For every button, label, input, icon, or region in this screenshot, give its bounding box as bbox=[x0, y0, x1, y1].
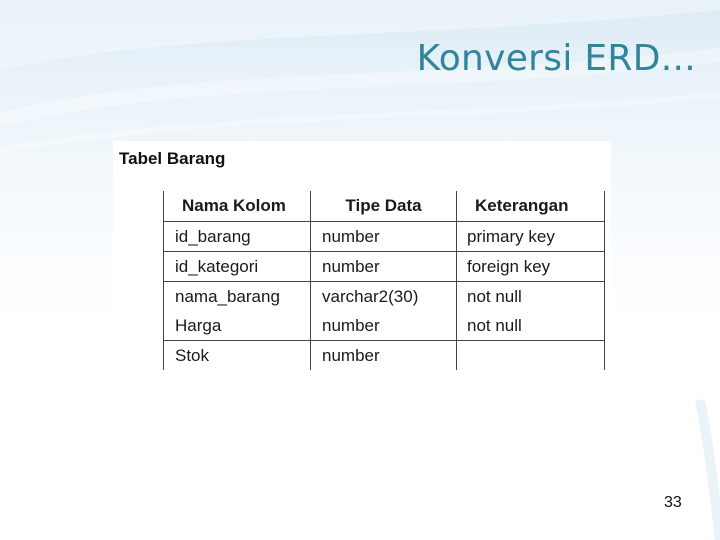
column-header: Keterangan bbox=[457, 191, 605, 222]
table-cell: nama_barang bbox=[164, 282, 311, 312]
table-row bbox=[164, 341, 605, 371]
table-header-row bbox=[164, 191, 605, 222]
table-cell: number bbox=[311, 341, 457, 371]
table-cell: primary key bbox=[457, 222, 605, 252]
table-cell: number bbox=[311, 222, 457, 252]
table-row bbox=[164, 252, 605, 282]
table-cell: not null bbox=[457, 311, 605, 341]
barang-table bbox=[163, 191, 605, 370]
table-caption: Tabel Barang bbox=[119, 149, 226, 168]
slide-title: Konversi ERD... bbox=[416, 38, 696, 79]
table-cell: id_barang bbox=[164, 222, 311, 252]
table-image-panel bbox=[113, 141, 611, 378]
column-header: Nama Kolom bbox=[164, 191, 311, 222]
table-row bbox=[164, 222, 605, 252]
table-cell: not null bbox=[457, 282, 605, 312]
table-cell: id_kategori bbox=[164, 252, 311, 282]
table-cell: number bbox=[311, 252, 457, 282]
column-header: Tipe Data bbox=[311, 191, 457, 222]
table-cell: number bbox=[311, 311, 457, 341]
table-cell: Stok bbox=[164, 341, 311, 371]
table-row bbox=[164, 282, 605, 312]
page-number: 33 bbox=[664, 494, 682, 511]
table-row bbox=[164, 311, 605, 341]
table-cell: foreign key bbox=[457, 252, 605, 282]
table-cell: Harga bbox=[164, 311, 311, 341]
table-cell bbox=[457, 341, 605, 371]
table-cell: varchar2(30) bbox=[311, 282, 457, 312]
